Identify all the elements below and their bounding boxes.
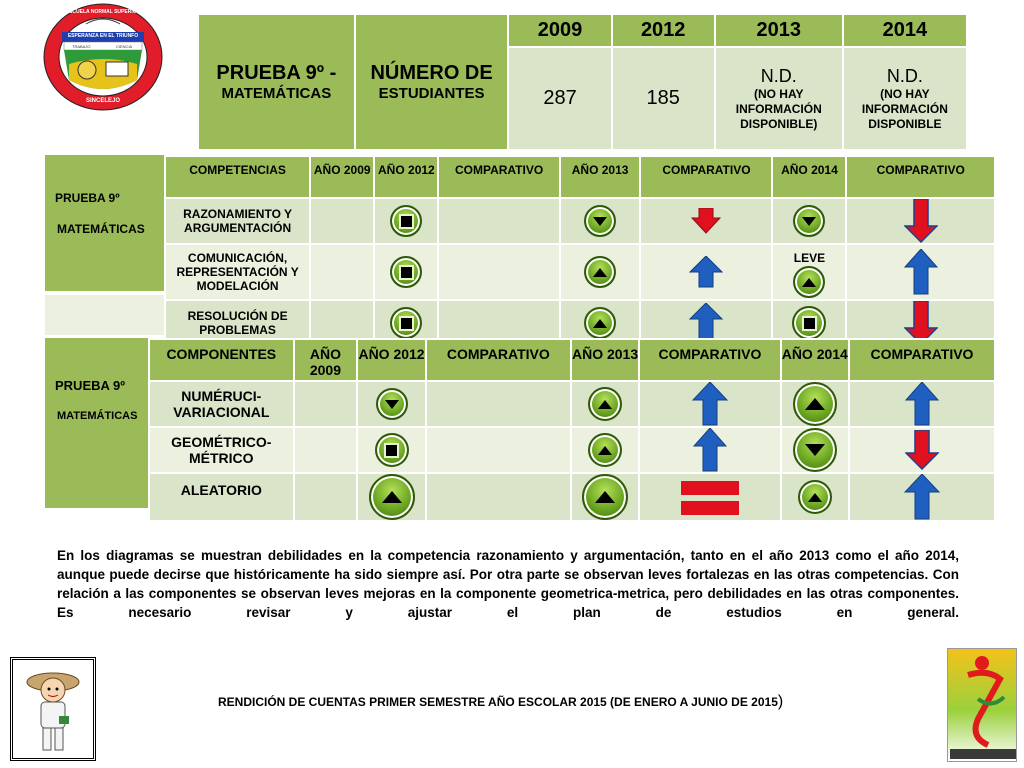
up-arrow-blue-icon (692, 382, 728, 426)
year-header-2012: 2012 (612, 14, 715, 47)
comp-header-2012: AÑO 2012 (374, 156, 438, 198)
institution-logo (947, 648, 1017, 762)
summary-table (197, 13, 968, 151)
comp-header-comparativo-1: COMPARATIVO (438, 156, 559, 198)
up-arrow-blue-icon (693, 428, 727, 472)
compo-row-name: GEOMÉTRICO-MÉTRICO (149, 427, 294, 473)
up-arrow-blue-icon (904, 474, 940, 520)
competencias-side-line1: PRUEBA 9º (55, 191, 120, 205)
students-title-line2: ESTUDIANTES (378, 85, 485, 102)
componentes-table (148, 338, 996, 522)
footer-close: ) (777, 693, 784, 710)
test-title-line2: MATEMÁTICAS (221, 85, 332, 102)
up-button-icon (793, 266, 825, 298)
leve-note: LEVE (793, 251, 826, 265)
compo-row-numerico (149, 381, 995, 427)
count-2009: 287 (508, 47, 611, 150)
emblem-bottom-text: SINCELEJO (85, 98, 120, 104)
up-button-icon (584, 307, 616, 339)
stop-button-icon (390, 205, 422, 237)
stop-button-icon (390, 256, 422, 288)
count-2013 (715, 47, 843, 150)
down-button-icon (793, 428, 837, 472)
students-title-cell (355, 14, 509, 150)
nd-2014: N.D. (886, 65, 923, 86)
up-arrow-blue-icon (904, 249, 938, 295)
down-button-icon (376, 388, 408, 420)
compo-header-2009: AÑO 2009 (294, 339, 358, 381)
test-title-cell (198, 14, 355, 150)
stop-button-icon (390, 307, 422, 339)
compo-header-2013: AÑO 2013 (571, 339, 639, 381)
school-emblem (42, 2, 164, 112)
mascot-image (10, 657, 96, 761)
comp-header-comparativo-2: COMPARATIVO (640, 156, 772, 198)
comp-header-2014: AÑO 2014 (772, 156, 846, 198)
comp-header-2013: AÑO 2013 (560, 156, 641, 198)
componentes-side-line1: PRUEBA 9º (55, 378, 126, 393)
competencias-table (164, 155, 996, 347)
equal-sign-red-icon (680, 477, 740, 517)
compo-header-2014: AÑO 2014 (781, 339, 849, 381)
comp-row-razonamiento (165, 198, 995, 244)
up-button-icon (793, 382, 837, 426)
compo-row-name: ALEATORIO (149, 473, 294, 521)
stop-button-icon (792, 306, 826, 340)
compo-row-geometrico (149, 427, 995, 473)
up-button-icon (588, 387, 622, 421)
down-button-icon (584, 205, 616, 237)
compo-header-componentes: COMPONENTES (149, 339, 294, 381)
up-button-icon (582, 474, 628, 520)
comp-header-2009: AÑO 2009 (310, 156, 374, 198)
competencias-side-label (45, 155, 164, 291)
compo-header-comparativo-3: COMPARATIVO (849, 339, 995, 381)
emblem-top-text: ESCUELA NORMAL SUPERIOR (65, 9, 141, 15)
compo-row-name: NUMÉRUCI-VARIACIONAL (149, 381, 294, 427)
emblem-right-word: CIENCIA (116, 44, 133, 49)
stop-button-icon (375, 433, 409, 467)
compo-header-comparativo-2: COMPARATIVO (639, 339, 780, 381)
nd-2013: N.D. (760, 65, 797, 86)
test-title-line1: PRUEBA 9º - (216, 62, 337, 84)
year-header-2014: 2014 (843, 14, 967, 47)
compo-header-2012: AÑO 2012 (357, 339, 425, 381)
comp-header-competencias: COMPETENCIAS (165, 156, 310, 198)
footer-text: RENDICIÓN DE CUENTAS PRIMER SEMESTRE AÑO ESCOLAR 2015 (DE ENERO A JUNIO DE 2015 (218, 695, 778, 709)
componentes-side-label (45, 338, 148, 508)
compo-row-aleatorio (149, 473, 995, 521)
competencias-side-line2: MATEMÁTICAS (57, 222, 145, 236)
up-arrow-blue-icon (689, 256, 723, 288)
up-button-icon (588, 433, 622, 467)
nd-2014-note: (NO HAY INFORMACIÓN DISPONIBLE (861, 86, 948, 131)
componentes-side-line2: MATEMÁTICAS (57, 410, 138, 422)
students-title-line1: NÚMERO DE (370, 62, 493, 84)
competencias-side-blank (45, 295, 164, 335)
year-header-2013: 2013 (715, 14, 843, 47)
up-button-icon (798, 480, 832, 514)
emblem-left-word: TRABAJO (72, 44, 91, 49)
count-2012: 185 (612, 47, 715, 150)
up-arrow-blue-icon (905, 382, 939, 426)
comp-header-comparativo-3: COMPARATIVO (846, 156, 995, 198)
nd-2013-note: (NO HAY INFORMACIÓN DISPONIBLE) (735, 86, 822, 131)
comp-row-comunicacion (165, 244, 995, 300)
analysis-paragraph: En los diagramas se muestran debilidades en la competencia razonamiento y argumentación, tanto en el año 2013 como el año 2014, aunque puede decirse que históricamente ha sido siempre así. Por otra parte se observan leves fortalezas en las otras competencias. Con relación a las componentes se observan leves mejoras en la componente geometrica-metrica, pero debilidades en las otras componentes. Es necesario revisar y ajustar el plan de estudios en general. (57, 548, 959, 620)
down-arrow-red-icon (904, 199, 938, 243)
comp-row-name: RAZONAMIENTO Y ARGUMENTACIÓN (165, 198, 310, 244)
footer-caption (218, 693, 783, 711)
year-header-2009: 2009 (508, 14, 611, 47)
compo-header-comparativo-1: COMPARATIVO (426, 339, 571, 381)
emblem-motto: ESPERANZA EN EL TRIUNFO (67, 33, 139, 39)
down-button-icon (793, 205, 825, 237)
comp-row-name: COMUNICACIÓN, REPRESENTACIÓN Y MODELACIÓN (165, 244, 310, 300)
count-2014 (843, 47, 967, 150)
down-arrow-red-icon (905, 430, 939, 470)
comp-row-name: RESOLUCIÓN DE PROBLEMAS (165, 300, 310, 346)
up-button-icon (584, 256, 616, 288)
up-arrow-blue-icon (689, 303, 723, 343)
down-arrow-red-icon (691, 208, 721, 234)
up-button-icon (369, 474, 415, 520)
